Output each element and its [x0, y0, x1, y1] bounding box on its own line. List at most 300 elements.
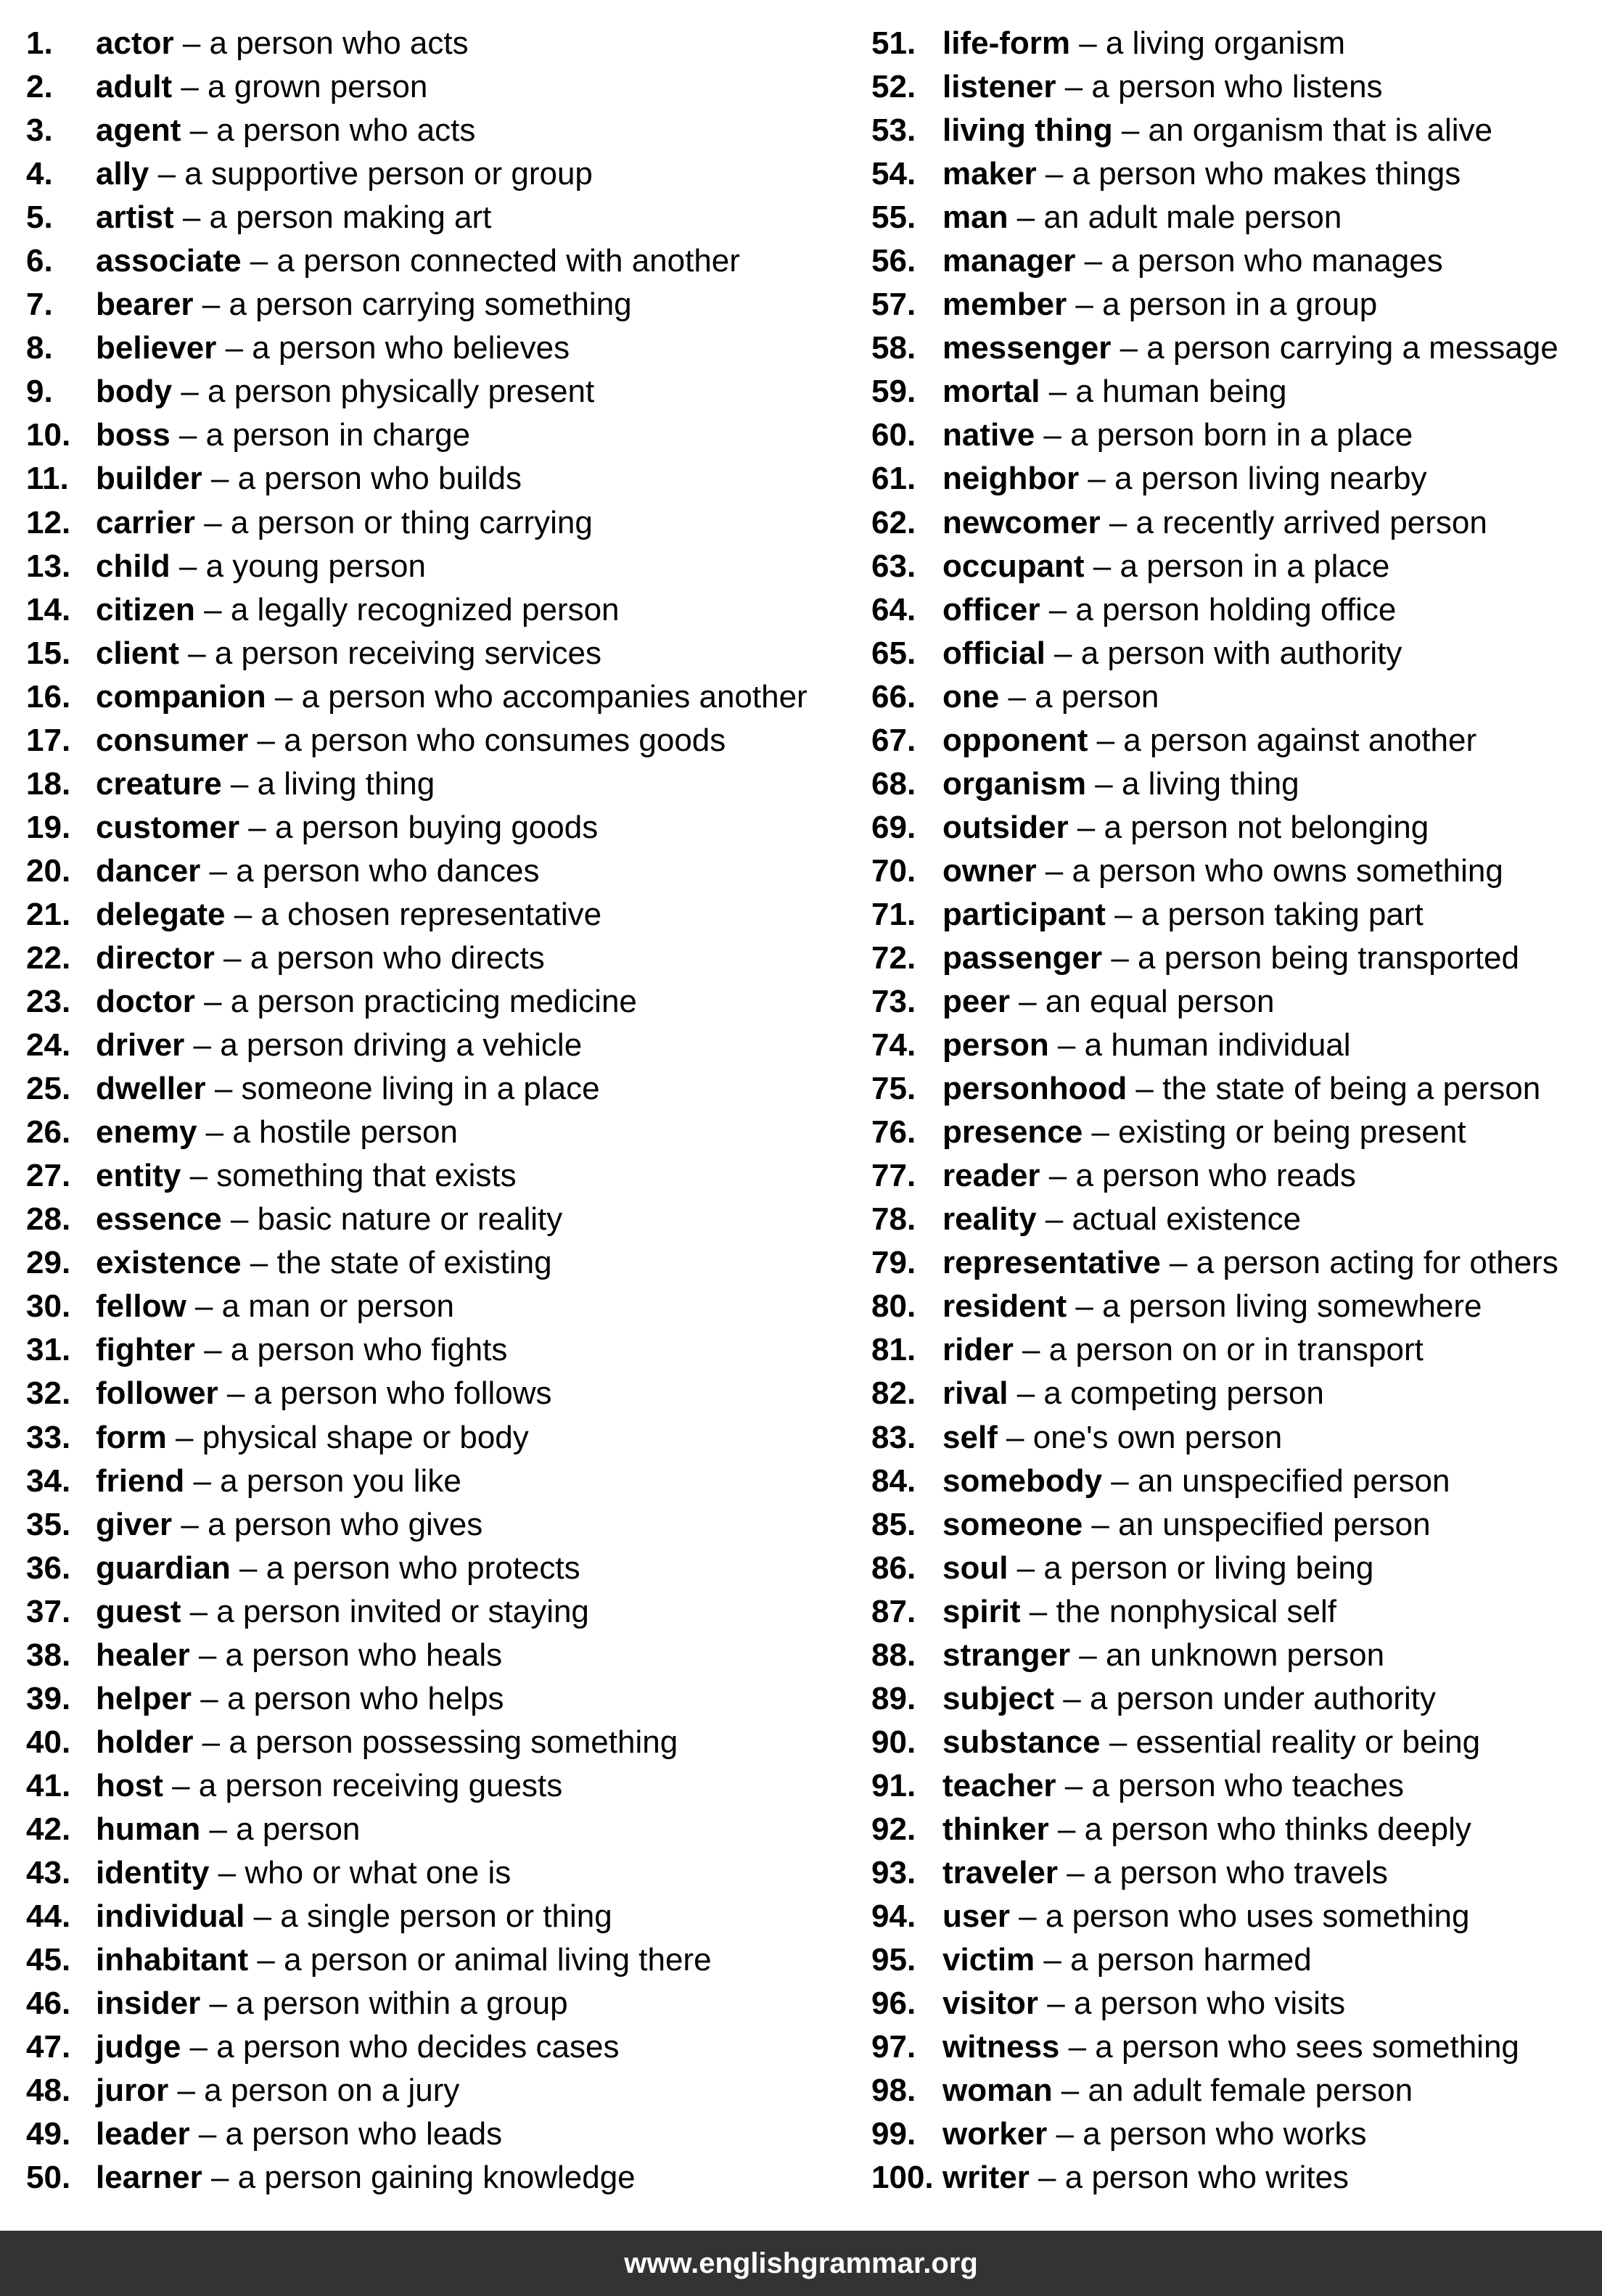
list-item: [871, 413, 1597, 457]
item-word: juror: [96, 2073, 169, 2109]
list-item: [26, 239, 846, 283]
item-number: 31.: [26, 1332, 71, 1368]
item-number: 16.: [26, 678, 71, 715]
item-word: resident: [942, 1288, 1067, 1325]
list-item: [871, 1416, 1597, 1460]
list-item: [26, 2025, 846, 2069]
list-item: [871, 1851, 1597, 1895]
item-word: woman: [942, 2073, 1053, 2109]
item-definition: – an adult male person: [1008, 199, 1342, 236]
item-definition: – a person who sees something: [1059, 2029, 1519, 2065]
item-definition: – a person in a group: [1067, 287, 1378, 323]
item-word: manager: [942, 243, 1076, 279]
list-item: [871, 1154, 1597, 1198]
item-word: helper: [96, 1680, 192, 1716]
item-word: one: [942, 678, 1000, 715]
item-number: 37.: [26, 1593, 71, 1629]
item-number: 44.: [26, 1898, 71, 1935]
item-word: life-form: [942, 25, 1070, 61]
list-item: [871, 1764, 1597, 1808]
list-item: [26, 1372, 846, 1415]
item-number: 33.: [26, 1419, 71, 1455]
list-item: [26, 1111, 846, 1154]
item-word: mortal: [942, 374, 1040, 410]
list-item: [871, 1895, 1597, 1938]
item-definition: – an unknown person: [1070, 1637, 1385, 1673]
item-word: rival: [942, 1375, 1009, 1412]
list-item: [871, 370, 1597, 413]
list-item: [871, 1111, 1597, 1154]
item-number: 43.: [26, 1854, 71, 1890]
item-definition: – one's own person: [997, 1419, 1283, 1455]
list-item: [26, 545, 846, 588]
item-word: thinker: [942, 1811, 1049, 1847]
item-definition: – a person being transported: [1102, 939, 1519, 976]
item-definition: – a hostile person: [197, 1114, 458, 1151]
item-number: 49.: [26, 2116, 71, 2152]
item-number: 87.: [871, 1593, 916, 1629]
item-number: 91.: [871, 1767, 916, 1803]
list-item: [26, 632, 846, 675]
item-word: representative: [942, 1245, 1161, 1281]
item-word: neighbor: [942, 461, 1080, 497]
item-word: organism: [942, 765, 1087, 802]
list-item: [26, 1808, 846, 1851]
item-word: native: [942, 417, 1035, 453]
item-definition: – a person or living being: [1008, 1550, 1374, 1586]
item-number: 68.: [871, 765, 916, 802]
item-number: 98.: [871, 2073, 916, 2109]
list-item: [26, 1067, 846, 1111]
item-word: human: [96, 1811, 201, 1847]
item-definition: – a person on a jury: [168, 2073, 460, 2109]
item-word: messenger: [942, 330, 1112, 366]
item-definition: – a person within a group: [200, 1986, 568, 2022]
item-number: 30.: [26, 1288, 71, 1325]
item-definition: – basic nature or reality: [221, 1201, 563, 1238]
item-word: reader: [942, 1158, 1040, 1194]
list-item: [871, 196, 1597, 239]
item-word: consumer: [96, 722, 249, 758]
list-item: [26, 1328, 846, 1372]
item-word: body: [96, 374, 173, 410]
list-item: [871, 22, 1597, 65]
item-number: 54.: [871, 156, 916, 192]
list-item: [26, 1416, 846, 1460]
item-definition: – a supportive person or group: [149, 156, 593, 192]
item-word: carrier: [96, 504, 196, 540]
list-item: [26, 1285, 846, 1328]
footer-bar: [0, 2231, 1602, 2296]
item-word: man: [942, 199, 1009, 236]
item-number: 79.: [871, 1245, 916, 1281]
item-word: builder: [96, 461, 202, 497]
item-definition: – a person who acts: [173, 25, 469, 61]
item-definition: – a grown person: [172, 69, 428, 105]
item-word: presence: [942, 1114, 1083, 1151]
list-item: [26, 1590, 846, 1634]
item-word: participant: [942, 896, 1106, 932]
list-item: [871, 1982, 1597, 2025]
item-word: bearer: [96, 287, 194, 323]
item-word: subject: [942, 1680, 1055, 1716]
item-number: 92.: [871, 1811, 916, 1847]
list-item: [871, 1721, 1597, 1764]
item-definition: – a person who accompanies another: [266, 678, 808, 715]
item-word: citizen: [96, 591, 195, 628]
item-definition: – a competing person: [1008, 1375, 1324, 1412]
item-number: 70.: [871, 852, 916, 889]
item-definition: – an unspecified person: [1083, 1506, 1431, 1542]
item-definition: – actual existence: [1036, 1201, 1302, 1238]
item-definition: – a person who uses something: [1009, 1898, 1470, 1935]
list-item: [871, 1808, 1597, 1851]
list-item: [871, 109, 1597, 152]
item-number: 15.: [26, 635, 71, 671]
item-number: 89.: [871, 1680, 916, 1716]
item-number: 93.: [871, 1854, 916, 1890]
item-number: 96.: [871, 1986, 916, 2022]
item-word: writer: [942, 2160, 1030, 2196]
item-word: peer: [942, 984, 1010, 1020]
item-number: 34.: [26, 1462, 71, 1499]
item-word: officer: [942, 591, 1040, 628]
item-number: 40.: [26, 1724, 71, 1760]
item-number: 77.: [871, 1158, 916, 1194]
item-word: somebody: [942, 1462, 1103, 1499]
list-item: [26, 1154, 846, 1198]
item-definition: – a person who follows: [218, 1375, 552, 1412]
list-item: [26, 980, 846, 1024]
word-list-right-column: [871, 22, 1597, 2200]
item-number: 67.: [871, 722, 916, 758]
item-number: 13.: [26, 548, 71, 584]
item-definition: – a chosen representative: [225, 896, 602, 932]
list-item: [871, 239, 1597, 283]
item-definition: – a person in a place: [1084, 548, 1390, 584]
item-word: newcomer: [942, 504, 1101, 540]
item-definition: – something that exists: [181, 1158, 517, 1194]
item-definition: – a person against another: [1088, 722, 1477, 758]
list-item: [26, 501, 846, 545]
item-number: 47.: [26, 2029, 71, 2065]
item-definition: – a living organism: [1070, 25, 1346, 61]
item-number: 17.: [26, 722, 71, 758]
item-word: occupant: [942, 548, 1085, 584]
item-word: individual: [96, 1898, 245, 1935]
list-item: [871, 980, 1597, 1024]
item-definition: – a person who reads: [1040, 1158, 1356, 1194]
list-item: [871, 1938, 1597, 1982]
item-word: friend: [96, 1462, 185, 1499]
footer-url: www.englishgrammar.org: [624, 2247, 978, 2279]
list-item: [871, 1503, 1597, 1547]
item-number: 23.: [26, 984, 71, 1020]
list-item: [26, 109, 846, 152]
item-definition: – a man or person: [186, 1288, 455, 1325]
item-word: companion: [96, 678, 266, 715]
item-number: 14.: [26, 591, 71, 628]
item-definition: – a living thing: [1086, 765, 1299, 802]
item-number: 81.: [871, 1332, 916, 1368]
list-item: [871, 1067, 1597, 1111]
item-number: 4.: [26, 156, 53, 192]
item-number: 58.: [871, 330, 916, 366]
list-item: [871, 326, 1597, 370]
item-word: maker: [942, 156, 1037, 192]
item-number: 56.: [871, 243, 916, 279]
item-number: 53.: [871, 112, 916, 149]
item-number: 55.: [871, 199, 916, 236]
item-number: 95.: [871, 1942, 916, 1978]
item-word: learner: [96, 2160, 202, 2196]
item-definition: – a single person or thing: [245, 1898, 612, 1935]
item-word: soul: [942, 1550, 1009, 1586]
item-definition: – a person carrying a message: [1111, 330, 1558, 366]
item-definition: – a person who thinks deeply: [1048, 1811, 1471, 1847]
list-item: [26, 2112, 846, 2156]
item-word: inhabitant: [96, 1942, 249, 1978]
item-number: 22.: [26, 939, 71, 976]
list-item: [871, 1198, 1597, 1241]
item-word: associate: [96, 243, 242, 279]
list-item: [26, 1241, 846, 1285]
item-number: 42.: [26, 1811, 71, 1847]
item-word: guest: [96, 1593, 181, 1629]
list-item: [26, 1460, 846, 1503]
item-number: 90.: [871, 1724, 916, 1760]
item-word: dweller: [96, 1071, 206, 1107]
list-item: [26, 1721, 846, 1764]
item-number: 45.: [26, 1942, 71, 1978]
list-item: [26, 1982, 846, 2025]
item-definition: – a legally recognized person: [194, 591, 620, 628]
list-item: [26, 1895, 846, 1938]
item-definition: – a living thing: [221, 765, 435, 802]
item-definition: – the nonphysical self: [1020, 1593, 1336, 1629]
item-word: personhood: [942, 1071, 1127, 1107]
item-number: 28.: [26, 1201, 71, 1238]
word-list-left-column: [26, 22, 846, 2200]
item-definition: – a person who owns something: [1036, 852, 1503, 889]
item-definition: – a person receiving guests: [163, 1767, 563, 1803]
list-item: [871, 1634, 1597, 1677]
item-definition: – a person: [999, 678, 1159, 715]
list-item: [871, 1590, 1597, 1634]
item-definition: – a person who manages: [1075, 243, 1443, 279]
item-word: giver: [96, 1506, 173, 1542]
item-number: 51.: [871, 25, 916, 61]
item-definition: – a person under authority: [1054, 1680, 1436, 1716]
list-item: [26, 152, 846, 196]
item-word: client: [96, 635, 179, 671]
item-word: person: [942, 1027, 1049, 1063]
list-item: [26, 1503, 846, 1547]
item-definition: – who or what one is: [209, 1854, 512, 1890]
item-definition: – a person who writes: [1029, 2160, 1350, 2196]
item-definition: – a human being: [1040, 374, 1287, 410]
item-definition: – a person in charge: [170, 417, 471, 453]
list-item: [26, 326, 846, 370]
item-number: 38.: [26, 1637, 71, 1673]
item-word: someone: [942, 1506, 1083, 1542]
item-definition: – a young person: [170, 548, 426, 584]
item-number: 100.: [871, 2160, 934, 2196]
list-item: [871, 2156, 1597, 2200]
item-number: 9.: [26, 374, 53, 410]
item-number: 86.: [871, 1550, 916, 1586]
item-number: 46.: [26, 1986, 71, 2022]
list-item: [871, 2069, 1597, 2112]
list-item: [871, 719, 1597, 762]
item-definition: – a person who leads: [189, 2116, 503, 2152]
item-definition: – a person with authority: [1045, 635, 1402, 671]
item-word: actor: [96, 25, 174, 61]
list-item: [26, 1547, 846, 1590]
item-number: 5.: [26, 199, 53, 236]
item-definition: – a person born in a place: [1035, 417, 1413, 453]
item-word: fellow: [96, 1288, 186, 1325]
item-definition: – a person who builds: [202, 461, 522, 497]
item-number: 35.: [26, 1506, 71, 1542]
list-item: [26, 937, 846, 980]
item-number: 21.: [26, 896, 71, 932]
item-number: 39.: [26, 1680, 71, 1716]
list-item: [871, 893, 1597, 937]
item-word: self: [942, 1419, 998, 1455]
item-definition: – a person gaining knowledge: [202, 2160, 636, 2196]
item-word: existence: [96, 1245, 242, 1281]
list-item: [26, 2156, 846, 2200]
item-number: 69.: [871, 809, 916, 845]
item-word: reality: [942, 1201, 1037, 1238]
item-number: 18.: [26, 765, 71, 802]
item-number: 94.: [871, 1898, 916, 1935]
item-definition: – a person making art: [173, 199, 492, 236]
item-definition: – physical shape or body: [166, 1419, 529, 1455]
item-word: dancer: [96, 852, 201, 889]
list-item: [26, 370, 846, 413]
item-definition: – a person who fights: [194, 1332, 508, 1368]
item-definition: – essential reality or being: [1100, 1724, 1481, 1760]
item-number: 85.: [871, 1506, 916, 1542]
list-item: [871, 762, 1597, 806]
item-definition: – a person who listens: [1056, 69, 1383, 105]
item-definition: – a person: [200, 1811, 361, 1847]
item-word: entity: [96, 1158, 181, 1194]
item-definition: – a person practicing medicine: [194, 984, 637, 1020]
item-word: boss: [96, 417, 171, 453]
item-definition: – a person who teaches: [1056, 1767, 1404, 1803]
list-item: [26, 65, 846, 109]
item-word: worker: [942, 2116, 1048, 2152]
list-item: [871, 545, 1597, 588]
item-definition: – someone living in a place: [205, 1071, 600, 1107]
item-definition: – a person who gives: [172, 1506, 483, 1542]
item-word: guardian: [96, 1550, 231, 1586]
item-definition: – a person acting for others: [1160, 1245, 1558, 1281]
item-word: driver: [96, 1027, 185, 1063]
item-word: witness: [942, 2029, 1060, 2065]
list-item: [871, 806, 1597, 849]
list-item: [871, 1328, 1597, 1372]
item-word: enemy: [96, 1114, 197, 1151]
list-item: [871, 283, 1597, 326]
item-number: 25.: [26, 1071, 71, 1107]
item-word: member: [942, 287, 1067, 323]
item-number: 11.: [26, 461, 69, 497]
item-number: 6.: [26, 243, 53, 279]
item-word: substance: [942, 1724, 1101, 1760]
list-item: [26, 893, 846, 937]
item-number: 7.: [26, 287, 53, 323]
item-definition: – a person carrying something: [193, 287, 632, 323]
item-definition: – a person who believes: [216, 330, 570, 366]
item-definition: – a person buying goods: [239, 809, 599, 845]
item-number: 83.: [871, 1419, 916, 1455]
item-definition: – a person who consumes goods: [248, 722, 726, 758]
item-definition: – a person not belonging: [1068, 809, 1429, 845]
item-word: ally: [96, 156, 149, 192]
item-word: rider: [942, 1332, 1014, 1368]
item-word: victim: [942, 1942, 1035, 1978]
list-item: [871, 1241, 1597, 1285]
list-item: [26, 1634, 846, 1677]
list-item: [871, 65, 1597, 109]
item-number: 60.: [871, 417, 916, 453]
list-item: [871, 632, 1597, 675]
list-item: [26, 1764, 846, 1808]
item-number: 19.: [26, 809, 71, 845]
item-definition: – a person invited or staying: [181, 1593, 589, 1629]
list-item: [26, 675, 846, 719]
item-word: outsider: [942, 809, 1069, 845]
item-number: 1.: [26, 25, 53, 61]
item-definition: – a person taking part: [1105, 896, 1424, 932]
item-number: 76.: [871, 1114, 916, 1151]
list-item: [871, 1285, 1597, 1328]
item-word: leader: [96, 2116, 190, 2152]
item-number: 10.: [26, 417, 71, 453]
item-number: 41.: [26, 1767, 71, 1803]
item-number: 78.: [871, 1201, 916, 1238]
item-word: creature: [96, 765, 222, 802]
item-word: customer: [96, 809, 240, 845]
item-word: director: [96, 939, 215, 976]
list-item: [871, 1372, 1597, 1415]
item-definition: – a person who travels: [1058, 1854, 1388, 1890]
item-definition: – a person you like: [184, 1462, 461, 1499]
item-number: 62.: [871, 504, 916, 540]
item-word: follower: [96, 1375, 218, 1412]
item-word: user: [942, 1898, 1010, 1935]
item-number: 36.: [26, 1550, 71, 1586]
list-item: [871, 1460, 1597, 1503]
item-word: form: [96, 1419, 167, 1455]
item-definition: – the state of existing: [241, 1245, 552, 1281]
item-word: holder: [96, 1724, 194, 1760]
item-number: 75.: [871, 1071, 916, 1107]
list-item: [26, 2069, 846, 2112]
item-word: living thing: [942, 112, 1113, 149]
item-definition: – a person living somewhere: [1067, 1288, 1482, 1325]
item-definition: – a person who visits: [1038, 1986, 1346, 2022]
item-definition: – a person possessing something: [193, 1724, 678, 1760]
list-item: [26, 806, 846, 849]
list-item: [26, 719, 846, 762]
item-definition: – a person harmed: [1035, 1942, 1312, 1978]
item-word: fighter: [96, 1332, 195, 1368]
